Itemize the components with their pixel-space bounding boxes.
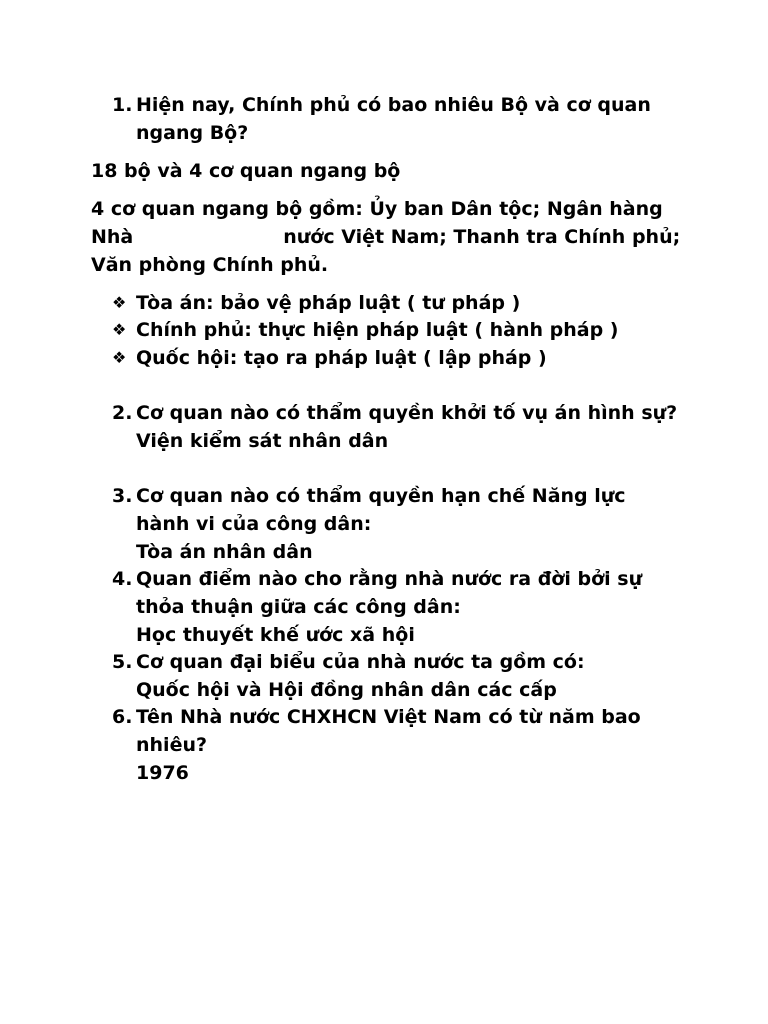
bullet-item (112, 289, 672, 317)
bullet-text: Tòa án: bảo vệ pháp luật ( tư pháp ) (136, 292, 521, 314)
question-6 (112, 703, 682, 787)
question-text: Cơ quan nào có thẩm quyền khởi tố vụ án hình sự? (136, 402, 678, 424)
question-2 (112, 399, 682, 455)
answer-text: Tòa án nhân dân (136, 541, 313, 563)
answer-text: Học thuyết khế ước xã hội (136, 624, 415, 646)
question-number: 1. (112, 94, 133, 116)
answer-text: 1976 (136, 762, 189, 784)
question-number: 2. (112, 402, 133, 424)
question-1 (112, 91, 682, 147)
bullet-icon: ❖ (112, 293, 127, 312)
question-text: Tên Nhà nước CHXHCN Việt Nam có từ năm bao nhiêu? (136, 706, 641, 756)
question-4 (112, 565, 682, 649)
question-5 (112, 648, 682, 704)
question-number: 4. (112, 568, 133, 590)
bullet-item (112, 316, 672, 344)
answer-text: Quốc hội và Hội đồng nhân dân các cấp (136, 679, 557, 701)
question-number: 5. (112, 651, 133, 673)
bullet-item (112, 344, 672, 372)
bullet-text: Quốc hội: tạo ra pháp luật ( lập pháp ) (136, 347, 547, 369)
answer-text: Viện kiểm sát nhân dân (136, 430, 389, 452)
question-3 (112, 482, 682, 566)
question-number: 6. (112, 706, 133, 728)
agencies-paragraph (91, 195, 681, 279)
question-number: 3. (112, 485, 133, 507)
bullet-text: Chính phủ: thực hiện pháp luật ( hành pháp ) (136, 319, 619, 341)
question-text: Cơ quan đại biểu của nhà nước ta gồm có: (136, 651, 585, 673)
question-text: Quan điểm nào cho rằng nhà nước ra đời bởi sự thỏa thuận giữa các công dân: (136, 568, 643, 618)
agencies-text-part1: 4 cơ quan ngang bộ gồm: Ủy ban Dân tộc; Ngân hàng Nhà (91, 198, 663, 248)
answer-1: 18 bộ và 4 cơ quan ngang bộ (91, 160, 401, 182)
agencies-text-part2: nước Việt Nam; Thanh tra Chính phủ; Văn phòng Chính phủ. (91, 226, 681, 276)
bullet-icon: ❖ (112, 348, 127, 367)
question-text: Cơ quan nào có thẩm quyền hạn chế Năng lực hành vi của công dân: (136, 485, 626, 535)
bullet-icon: ❖ (112, 320, 127, 339)
question-text: Hiện nay, Chính phủ có bao nhiêu Bộ và cơ quan ngang Bộ? (136, 94, 651, 144)
